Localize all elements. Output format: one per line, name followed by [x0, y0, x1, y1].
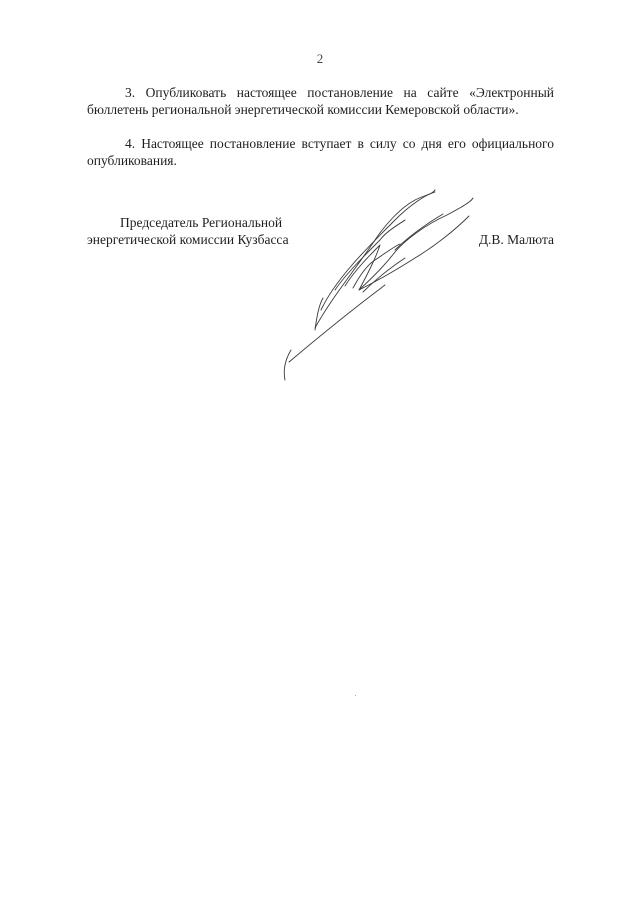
page-number: 2: [316, 51, 324, 66]
signer-title-line-2: энергетической комиссии Кузбасса: [87, 232, 289, 247]
signer-title-line-1: Председатель Региональной: [120, 215, 283, 230]
signer-title: [87, 214, 289, 248]
paragraph-3: 3. Опубликовать настоящее постановление на сайте «Электронный бюллетень региональной энергетической комиссии Кемеровской области».: [87, 85, 554, 117]
signer-name: Д.В. Малюта: [478, 232, 554, 247]
scan-speck: [355, 695, 356, 696]
paragraph-4: 4. Настоящее постановление вступает в силу со дня его официального опубликования.: [87, 136, 554, 168]
handwritten-signature: [275, 180, 485, 385]
